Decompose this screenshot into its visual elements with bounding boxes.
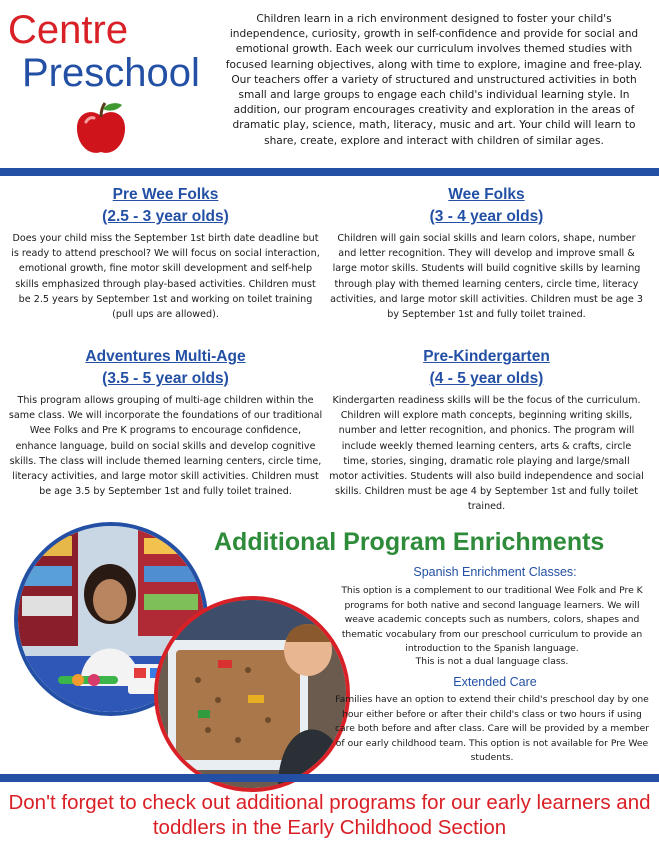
- program-wee-folks: [329, 184, 644, 322]
- program-ages: (3 - 4 year olds): [429, 208, 544, 225]
- program-title: Wee Folks: [448, 186, 525, 203]
- brand-line-1: Centre: [8, 8, 129, 52]
- spanish-enrichment-text: This option is a complement to our traditional Wee Folk and Pre K programs for both native and second language learners. We will weave academic concepts such as numbers, colors, shapes and thematic vocabulary from our preschool curriculum to provide an introduction to the Spanish language.: [341, 585, 643, 655]
- program-title: Pre-Kindergarten: [423, 348, 550, 365]
- program-ages: (4 - 5 year olds): [429, 370, 544, 387]
- enrichments-title: Additional Program Enrichments: [214, 528, 605, 556]
- footer-callout: Don't forget to check out additional programs for our early learners and toddlers in the Early Childhood Section: [8, 791, 651, 839]
- program-adventures-multi-age: [8, 346, 323, 499]
- program-ages: (2.5 - 3 year olds): [102, 208, 229, 225]
- program-pre-kindergarten: [329, 346, 644, 515]
- extended-care-title: Extended Care: [453, 675, 537, 689]
- program-description: Kindergarten readiness skills will be the focus of the curriculum. Children will explore math concepts, beginning writing skills, number and letter recognition, and phonics. The program will include weekly themed learning centers, arts & crafts, circle time, stories, singing, dramatic role playing and large/small motor activities. Students will also build independence and social skills. Children must be age 4 by September 1st and fully toilet trained.: [329, 395, 644, 513]
- brand-line-2: Preschool: [22, 51, 200, 95]
- program-ages: (3.5 - 5 year olds): [102, 370, 229, 387]
- spanish-enrichment-title: Spanish Enrichment Classes:: [413, 565, 577, 579]
- spanish-enrichment-note: This is not a dual language class.: [415, 656, 569, 667]
- divider-top: [0, 168, 659, 176]
- program-description: This program allows grouping of multi-age children within the same class. We will incorporate the foundations of our traditional Wee Folks and Pre K programs to encourage confidence, enhance language, build on social skills and develop cognitive skills. The class will include themed learning centers, circle time, literacy activities, and large motor skill activities. Children must be age 3.5 by September 1st and fully toilet trained.: [8, 395, 323, 498]
- divider-bottom: [0, 774, 659, 782]
- photo-sensory-bin: [154, 596, 350, 792]
- extended-care-text: Families have an option to extend their child's preschool day by one hour either before or after their child's class or two hours if using care both before and after class. Care will be provided by a member of our early childhood team. This option is not available for Pre Wee students.: [334, 694, 650, 764]
- program-description: Does your child miss the September 1st birth date deadline but is ready to attend preschool? We will focus on social interaction, emotional growth, fine motor skill development and self-help skills emphasized through play-based activities. Children must be 2.5 years by September 1st and working on toilet training (pull ups are allowed).: [11, 233, 320, 321]
- program-pre-wee-folks: [8, 184, 323, 322]
- program-title: Adventures Multi-Age: [85, 348, 246, 365]
- program-description: Children will gain social skills and learn colors, shape, number and letter recognition. They will develop and improve small & large motor skills. Students will build cognitive skills by learning through play with themed learning centers, circle time, literacy activities, and large motor skill activities. Children must be age 3 by September 1st and fully toilet trained.: [330, 233, 643, 321]
- program-title: Pre Wee Folks: [112, 186, 219, 203]
- intro-paragraph: Children learn in a rich environment designed to foster your child's independence, curiosity, growth in self-confidence and provide for social and emotional growth. Each week our curriculum involves themed studies with focused learning objectives, along with time to explore, imagine and free-play. Our teachers offer a variety of structured and unstructured activities in both small and large groups to engage each child's individual learning style. In addition, our program encourages creativity and exploration in the areas of dramatic play, science, math, literacy, music and art. Your child will learn to share, create, explore and interact with children of similar ages.: [225, 13, 643, 147]
- apple-icon: [72, 100, 130, 158]
